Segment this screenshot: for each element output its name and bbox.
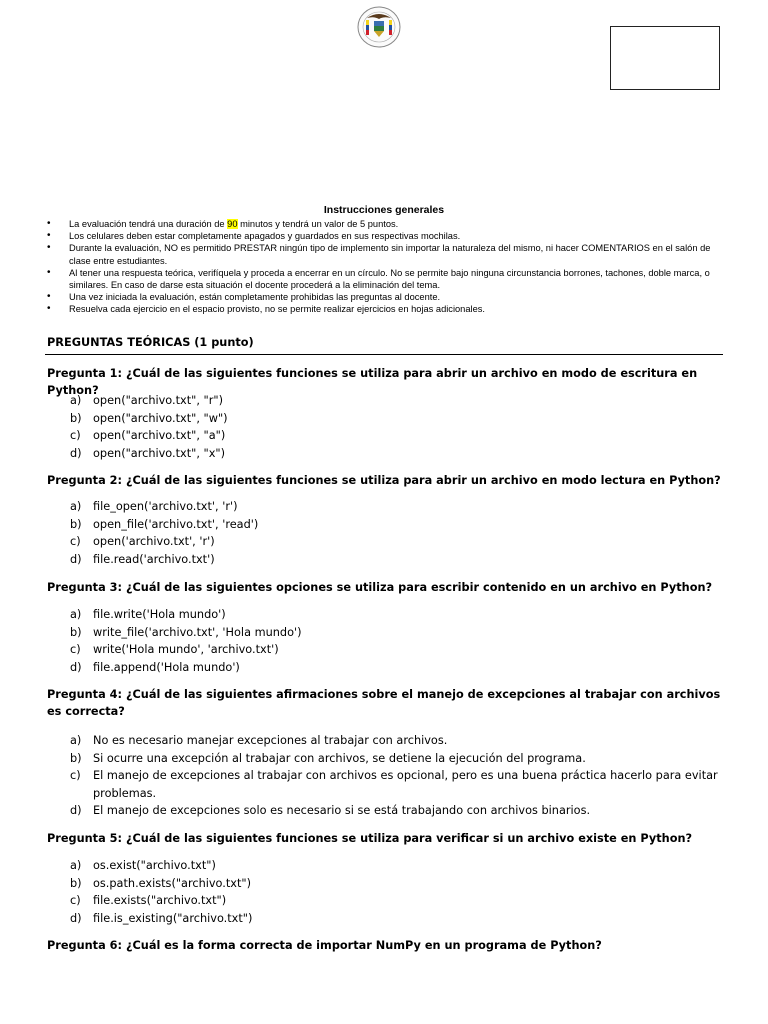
answer-option [70, 857, 720, 875]
answer-option [70, 910, 720, 928]
question-1: Pregunta 1: ¿Cuál de las siguientes funciones se utiliza para abrir un archivo en modo de escritura en Python? [47, 367, 698, 397]
answer-option [70, 606, 720, 624]
option-letter: c) [70, 894, 81, 908]
answer-option [70, 427, 720, 445]
option-letter: d) [70, 552, 82, 566]
option-letter: a) [70, 394, 82, 407]
answer-option [70, 445, 720, 463]
option-letter: d) [70, 660, 82, 674]
option-letter: b) [70, 411, 82, 425]
answer-option [70, 516, 720, 534]
option-text: file.read('archivo.txt') [93, 552, 215, 566]
option-text: open('archivo.txt', 'r') [93, 535, 215, 549]
option-text: file.exists("archivo.txt") [93, 894, 227, 908]
option-letter: b) [70, 751, 82, 765]
answer-option [70, 892, 720, 910]
instruction-item: • Una vez iniciada la evaluación, están completamente prohibidas las preguntas al docente. [47, 291, 727, 303]
answer-option [70, 767, 720, 802]
option-text: file_open('archivo.txt', 'r') [93, 500, 238, 513]
institution-seal-icon [354, 4, 404, 50]
option-text: write('Hola mundo', 'archivo.txt') [93, 643, 279, 657]
option-letter: d) [70, 446, 82, 460]
option-text: El manejo de excepciones solo es necesario si se está trabajando con archivos binarios. [93, 804, 591, 818]
answer-option [70, 732, 720, 750]
option-letter: d) [70, 804, 82, 818]
question-1-options [70, 392, 720, 462]
option-letter: b) [70, 625, 82, 639]
option-letter: a) [70, 859, 82, 872]
option-text: file.append('Hola mundo') [93, 660, 240, 674]
option-letter: a) [70, 500, 82, 513]
option-text: open("archivo.txt", "w") [93, 411, 228, 425]
option-letter: c) [70, 429, 81, 443]
answer-option [70, 750, 720, 768]
answer-option [70, 551, 720, 569]
option-text: No es necesario manejar excepciones al trabajar con archivos. [93, 734, 448, 747]
answer-option [70, 624, 720, 642]
question-2-options [70, 498, 720, 568]
question-4-options [70, 732, 720, 820]
option-text: El manejo de excepciones al trabajar con archivos es opcional, pero es una buena práctica hacerlo para evitar problemas. [93, 769, 718, 800]
question-3: Pregunta 3: ¿Cuál de las siguientes opciones se utiliza para escribir contenido en un archivo en Python? [47, 581, 713, 594]
option-letter: a) [70, 734, 82, 747]
question-2: Pregunta 2: ¿Cuál de las siguientes funciones se utiliza para abrir un archivo en modo lectura en Python? [47, 474, 721, 487]
option-text: open("archivo.txt", "x") [93, 446, 226, 460]
grade-box [610, 26, 720, 90]
answer-option [70, 802, 720, 820]
option-letter: c) [70, 643, 81, 657]
instruction-item: • La evaluación tendrá una duración de 90 minutos y tendrá un valor de 5 puntos. [47, 218, 727, 230]
highlighted-duration: 90 [227, 219, 238, 229]
option-letter: a) [70, 608, 82, 621]
option-text: open("archivo.txt", "r") [93, 394, 223, 407]
answer-option [70, 659, 720, 677]
instructions-title: Instrucciones generales [323, 204, 445, 216]
option-letter: c) [70, 769, 81, 783]
option-letter: c) [70, 535, 81, 549]
answer-option [70, 498, 720, 516]
question-4: Pregunta 4: ¿Cuál de las siguientes afirmaciones sobre el manejo de excepciones al trabajar con archivos es correcta? [47, 688, 721, 718]
question-5: Pregunta 5: ¿Cuál de las siguientes funciones se utiliza para verificar si un archivo existe en Python? [47, 832, 693, 845]
instruction-item: • Al tener una respuesta teórica, verifíquela y proceda a encerrar en un círculo. No se permite bajo ninguna circunstancia borrones, tachones, doble marca, o similares. En caso de darse esta situación el docente procederá a la eliminación del tema. [47, 267, 727, 291]
question-3-options [70, 606, 720, 676]
section-divider [45, 354, 723, 355]
answer-option [70, 641, 720, 659]
option-letter: b) [70, 876, 82, 890]
instruction-item: • Los celulares deben estar completamente apagados y guardados en sus respectivas mochilas. [47, 230, 727, 242]
option-text: os.exist("archivo.txt") [93, 859, 216, 872]
answer-option [70, 533, 720, 551]
question-6: Pregunta 6: ¿Cuál es la forma correcta de importar NumPy en un programa de Python? [47, 939, 602, 952]
option-text: os.path.exists("archivo.txt") [93, 876, 252, 890]
answer-option [70, 392, 720, 410]
option-text: write_file('archivo.txt', 'Hola mundo') [93, 625, 302, 639]
instruction-item: • Resuelva cada ejercicio en el espacio provisto, no se permite realizar ejercicios en hojas adicionales. [47, 303, 727, 315]
question-5-options [70, 857, 720, 927]
answer-option [70, 410, 720, 428]
option-text: Si ocurre una excepción al trabajar con archivos, se detiene la ejecución del programa. [93, 751, 586, 765]
answer-option [70, 875, 720, 893]
option-letter: d) [70, 911, 82, 925]
section-title: PREGUNTAS TEÓRICAS (1 punto) [47, 336, 254, 349]
option-text: open("archivo.txt", "a") [93, 429, 226, 443]
instructions-list [47, 218, 727, 316]
instruction-item: • Durante la evaluación, NO es permitido PRESTAR ningún tipo de implemento sin importar la naturaleza del mismo, ni hacer COMENTARIOS en el salón de clase entre estudiantes. [47, 242, 727, 266]
option-text: file.write('Hola mundo') [93, 608, 226, 621]
option-letter: b) [70, 517, 82, 531]
option-text: file.is_existing("archivo.txt") [93, 911, 253, 925]
option-text: open_file('archivo.txt', 'read') [93, 517, 259, 531]
